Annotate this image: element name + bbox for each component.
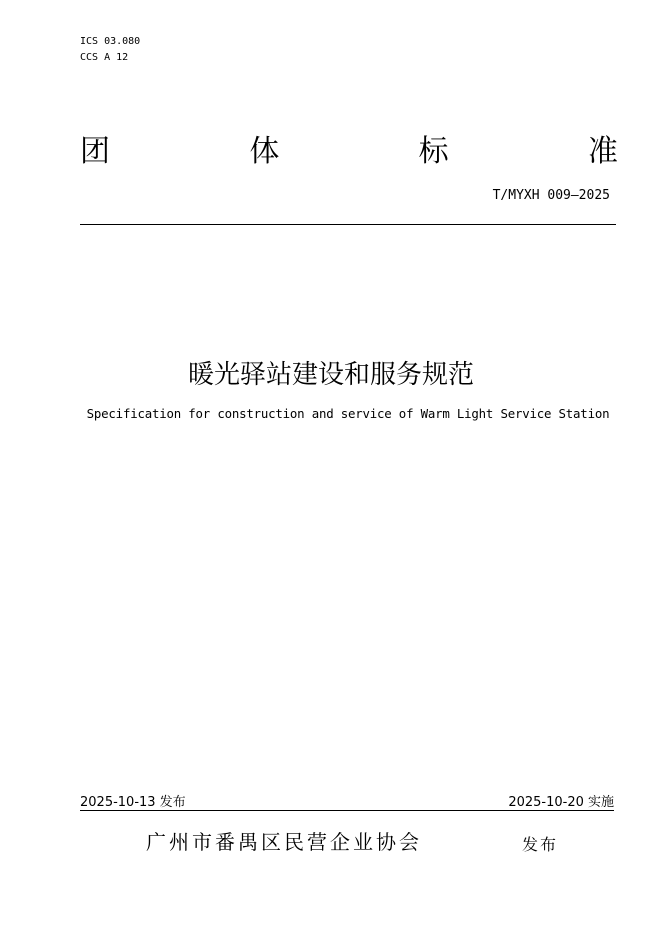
- publish-label: 发布: [522, 835, 559, 854]
- implementation-date: 2025-10-20 实施: [508, 795, 614, 810]
- standard-type-char: 标: [418, 134, 449, 169]
- standard-type-char: 体: [249, 134, 280, 169]
- issue-date: 2025-10-13 发布: [80, 795, 186, 810]
- date-row: [80, 792, 614, 810]
- publisher-name: 广州市番禺区民营企业协会: [146, 830, 422, 854]
- classification-codes: [80, 34, 140, 66]
- ics-code: ICS 03.080: [80, 36, 141, 47]
- document-title-chinese: 暖光驿站建设和服务规范: [187, 360, 474, 390]
- standard-type-char: 准: [587, 134, 618, 169]
- ccs-code: CCS A 12: [80, 52, 129, 63]
- standard-number: T/MYXH 009—2025: [492, 188, 610, 203]
- standard-type-char: 团: [80, 134, 110, 169]
- standard-type-heading: [80, 126, 618, 170]
- footer-divider: [80, 810, 614, 811]
- header-divider: [80, 224, 616, 225]
- document-title-english: Specification for construction and service of Warm Light Service Station: [86, 406, 610, 421]
